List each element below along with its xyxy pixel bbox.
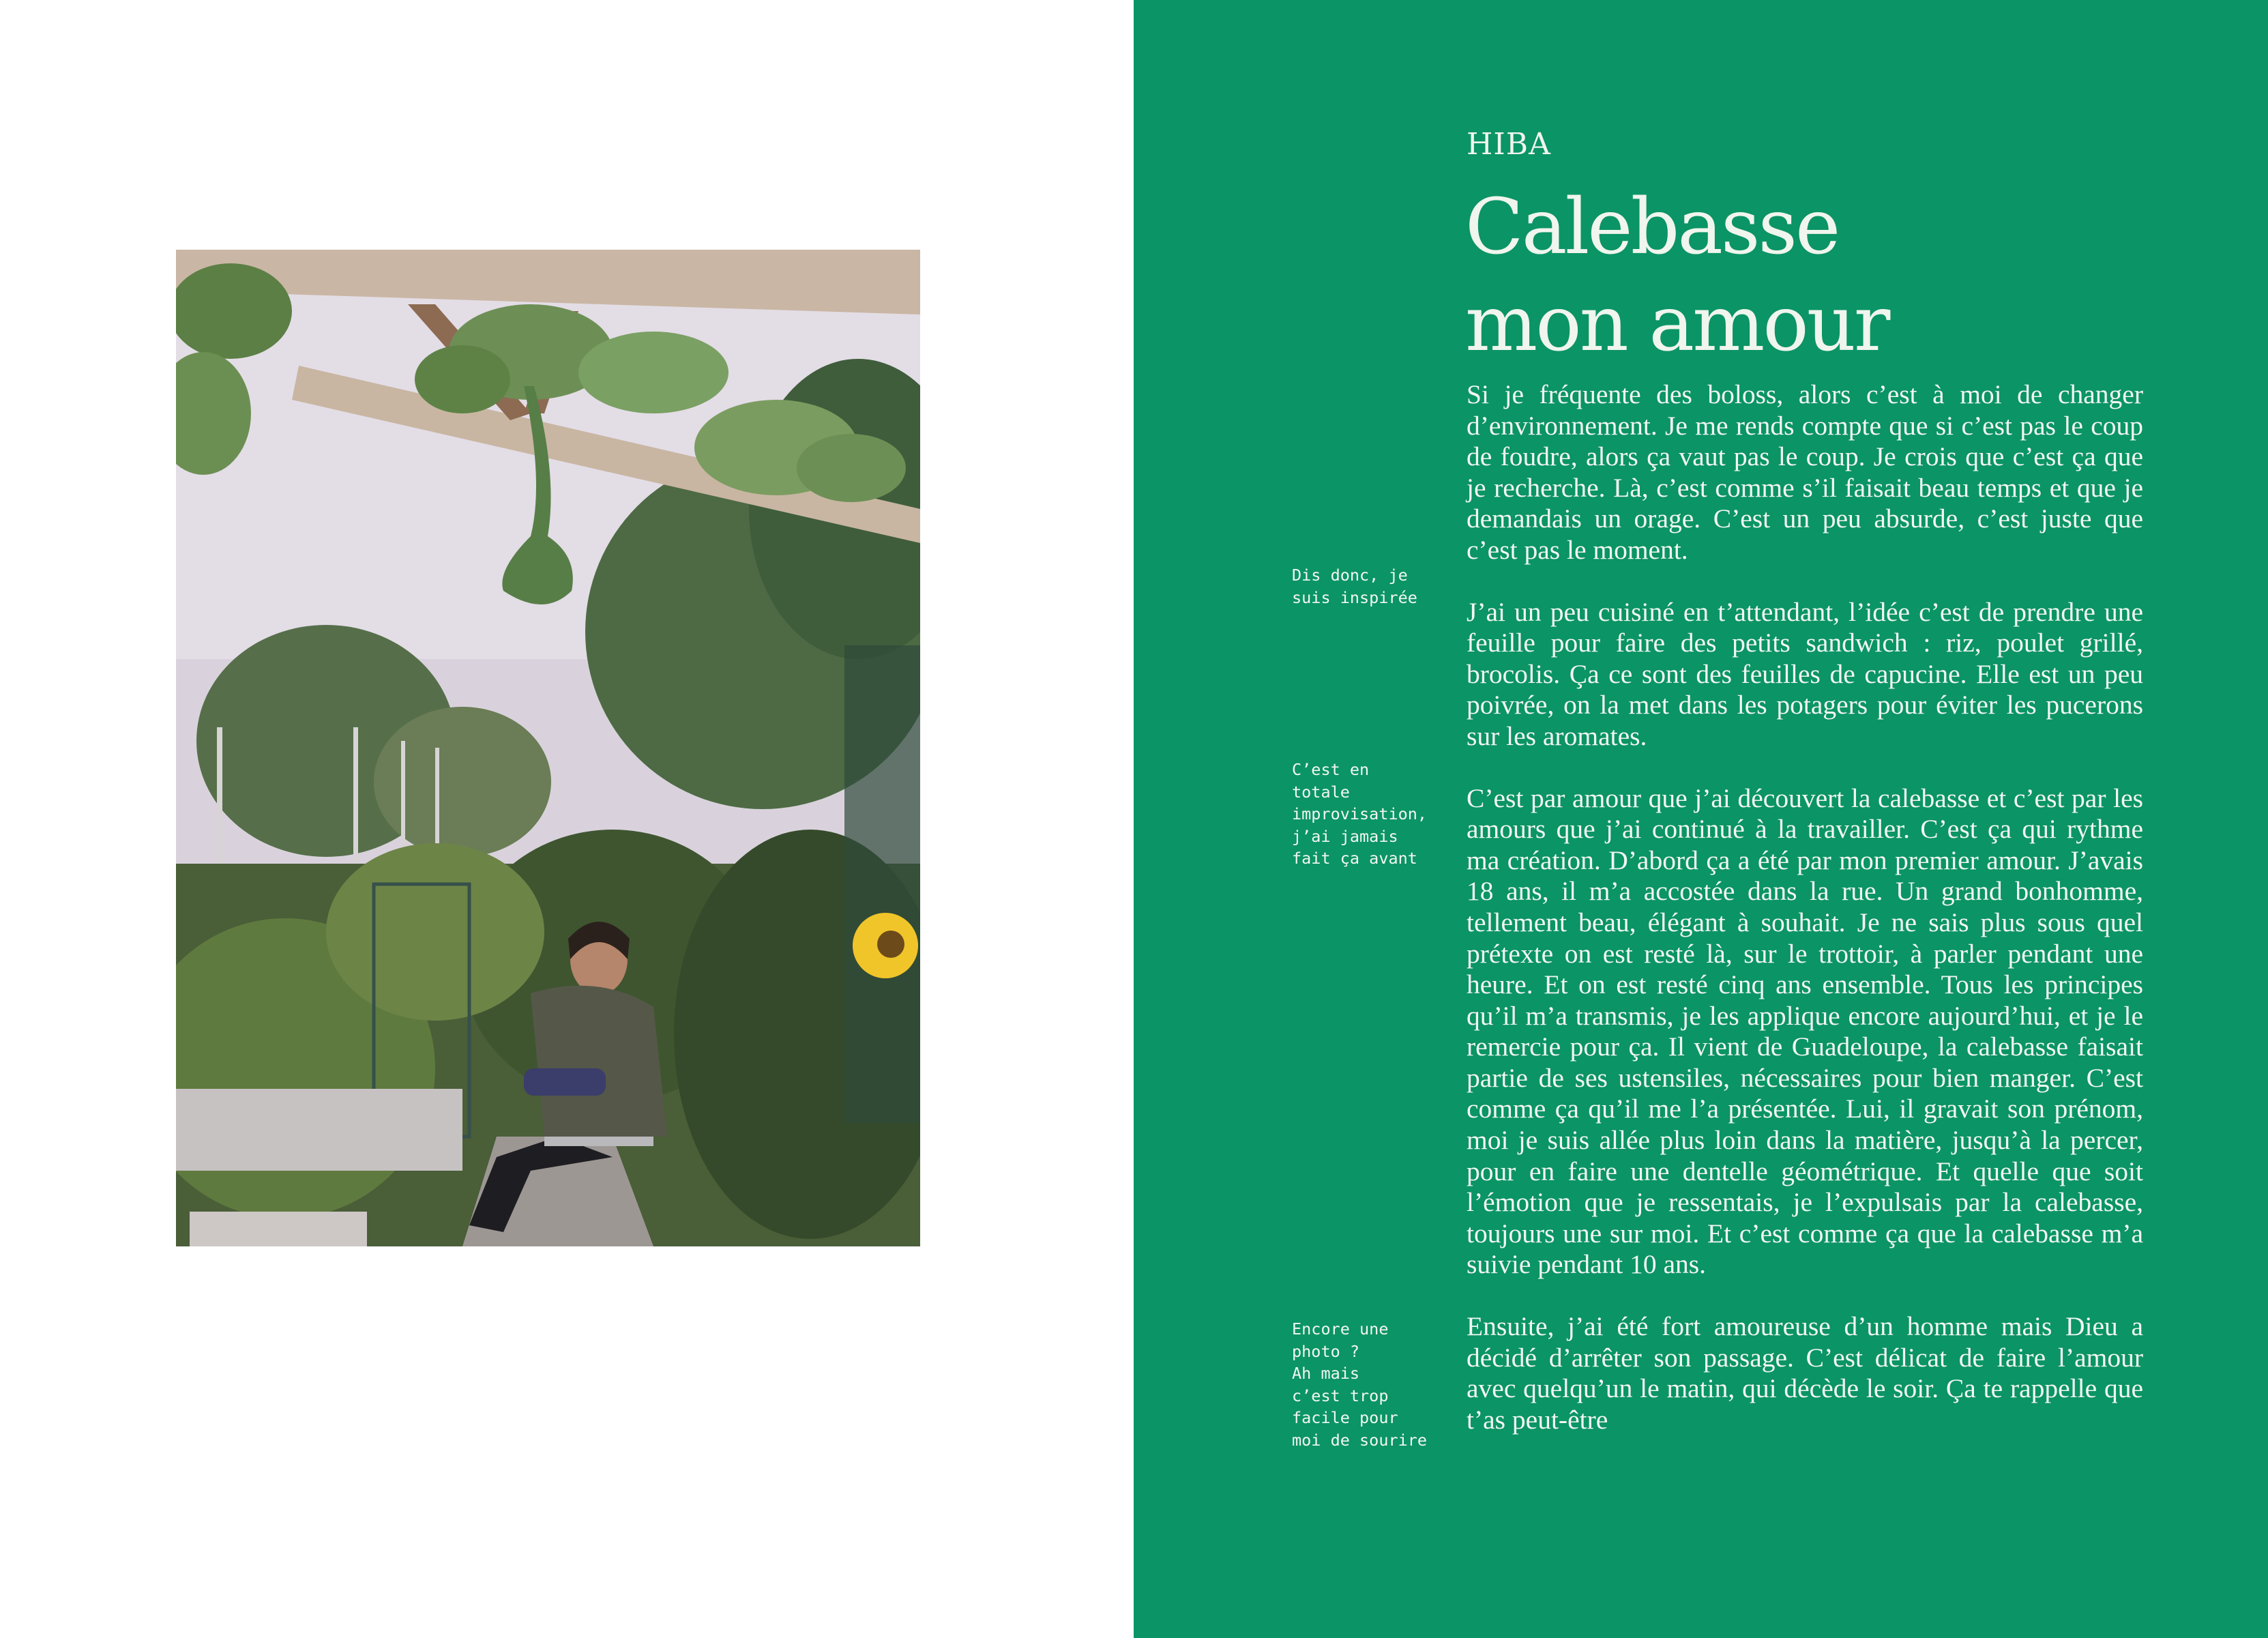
title-line-2: mon amour <box>1465 280 1889 368</box>
title-line-1: Calebasse <box>1465 183 1839 272</box>
garden-photo <box>176 250 920 1246</box>
paragraph: Ensuite, j’ai été fort amoureuse d’un homme mais Dieu a décidé d’arrêter son passage. C’est délicat de faire l’amour avec quelqu’un le matin, qui décède le soir. Ça te rappelle que t’as peut-être <box>1467 1311 2143 1435</box>
garden-photo-illustration <box>176 250 920 1246</box>
margin-note: C’est en totale improvisation, j’ai jamais fait ça avant <box>1292 760 1428 868</box>
article-kicker: HIBA <box>1467 127 1551 162</box>
paragraph: Si je fréquente des boloss, alors c’est à moi de changer d’environnement. Je me rends compte que si c’est pas le coup de foudre, alors ça vaut pas le coup. Je crois que c’est ça que je recherche. Là, c’est comme s’il faisait beau temps et que je demandais un orage. C’est un peu absurde, c’est juste que c’est pas le moment. <box>1467 379 2143 565</box>
paragraph: J’ai un peu cuisiné en t’attendant, l’idée c’est de prendre une feuille pour faire des petits sandwich : riz, poulet grillé, brocolis. Ça ce sont des feuilles de capucine. Elle est un peu poivrée, on la met dans les potagers pour éviter les pucerons sur les aromates. <box>1467 596 2143 751</box>
margin-note: Dis donc, je suis inspirée <box>1292 566 1417 607</box>
article-body <box>1467 379 2143 1466</box>
article-title <box>1465 179 2147 372</box>
paragraph: C’est par amour que j’ai découvert la calebasse et c’est par les amours que j’ai continué à la travailler. C’est ça qui rythme ma création. D’abord ça a été par mon premier amour. J’avais 18 ans, il m’a accostée dans la rue. Un grand bonhomme, tellement beau, élégant à souhait. Je ne sais plus sous quel prétexte on est resté là, sur le trottoir, à parler pendant une heure. Et on est resté cinq ans ensemble. Tous les principes qu’il m’a transmis, je les applique encore aujourd’hui, et je le remercie pour ça. Il vient de Guadeloupe, la calebasse faisait partie de ses ustensiles, nécessaires pour bien manger. C’est comme ça qu’il me l’a présentée. Lui, il gravait son prénom, moi je suis allée plus loin dans la matière, jusqu’à la percer, pour en faire une dentelle géométrique. Et quelle que soit l’émotion que je ressentais, je l’expulsais par la calebasse, toujours une sur moi. Et c’est comme ça que la calebasse m’a suivie pendant 10 ans. <box>1467 783 2143 1280</box>
margin-note: Encore une photo ? Ah mais c’est trop facile pour moi de sourire <box>1292 1319 1428 1450</box>
